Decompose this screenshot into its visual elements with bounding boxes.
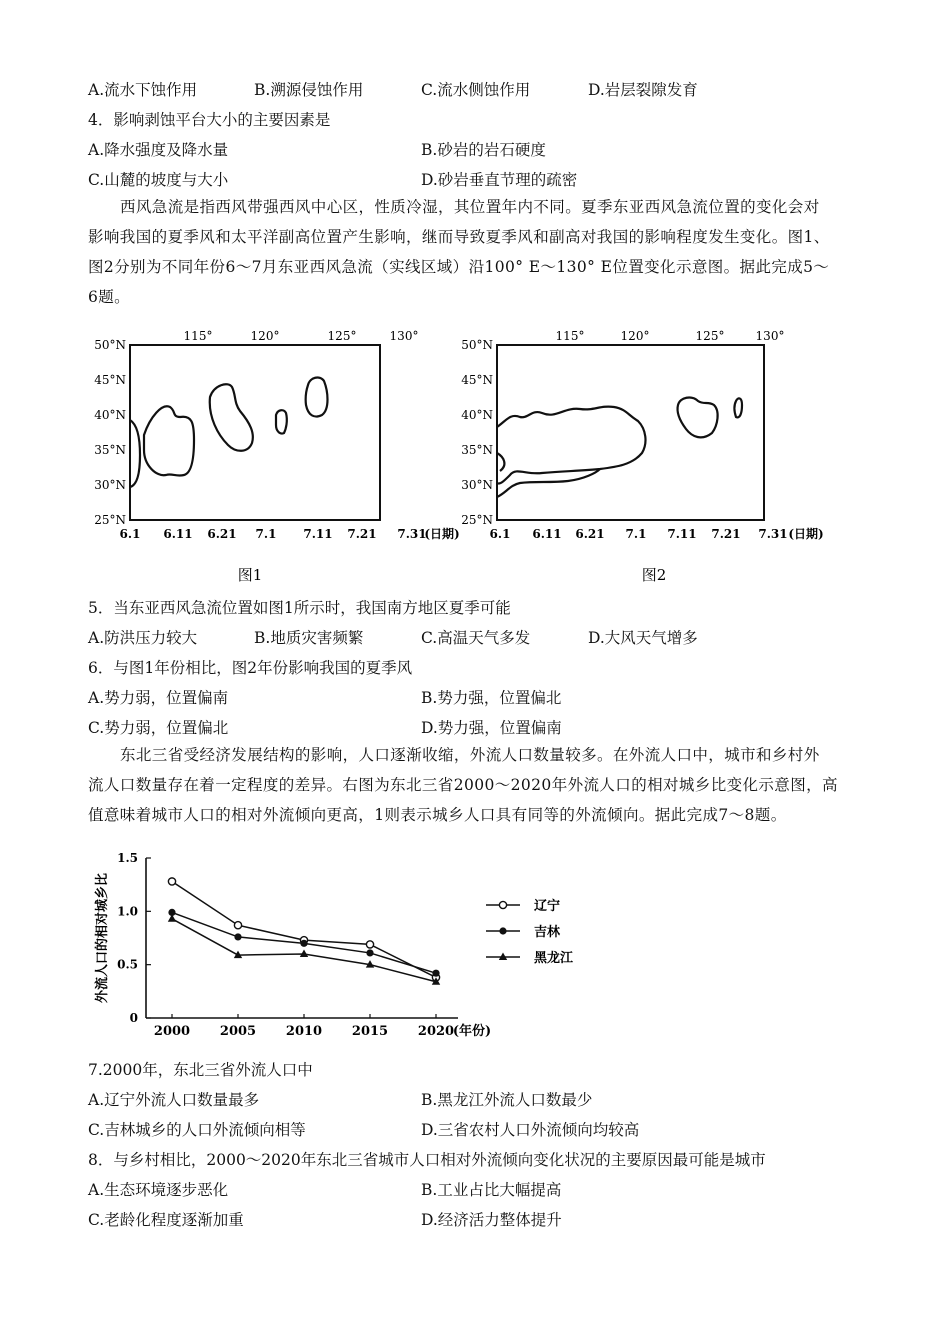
q6-option-c: C.势力弱，位置偏北: [88, 719, 229, 737]
data-point-triangle: [168, 914, 176, 922]
q7-option-d: D.三省农村人口外流倾向均较高: [421, 1121, 640, 1139]
data-point-open-circle: [234, 922, 241, 929]
y-tick-label: 0: [129, 1011, 138, 1025]
chart-legend: [486, 898, 574, 966]
fig2-lon-115: 115°: [555, 329, 585, 343]
data-point-triangle: [300, 950, 308, 958]
fig1-date-6-1: 6.1: [119, 527, 141, 541]
fig2-lon-120: 120°: [620, 329, 650, 343]
q7-stem: 7.2000年，东北三省外流人口中: [88, 1061, 313, 1079]
fig1-contour-b: [144, 406, 194, 475]
figure-1-frame: [130, 345, 380, 520]
q4-option-c: C.山麓的坡度与大小: [88, 171, 229, 189]
q7-option-b: B.黑龙江外流人口数最少: [421, 1091, 593, 1109]
fig1-lon-115: 115°: [183, 329, 213, 343]
passage1-line1: [88, 192, 863, 222]
outflow-ratio-chart: [88, 845, 574, 1045]
q6-option-d: D.势力强，位置偏南: [421, 719, 562, 737]
x-tick-label: 2020: [417, 1024, 455, 1039]
fig2-date-unit: (日期): [788, 527, 824, 541]
q5-stem: 5．当东亚西风急流位置如图1所示时，我国南方地区夏季可能: [88, 599, 511, 617]
q3-option-c: C.流水侧蚀作用: [421, 81, 531, 99]
fig2-lon-125: 125°: [695, 329, 725, 343]
q5-option-d: D.大风天气增多: [588, 629, 698, 647]
fig2-date-6-1: 6.1: [489, 527, 511, 541]
series-2: [168, 914, 440, 984]
q8-option-b: B.工业占比大幅提高: [421, 1181, 562, 1199]
passage1-line4: 6题。: [88, 288, 131, 306]
q3-option-b: B.溯源侵蚀作用: [254, 81, 364, 99]
fig1-date-7-1: 7.1: [255, 527, 277, 541]
data-point-filled-circle: [432, 970, 439, 977]
passage1-line3: 图2分别为不同年份6～7月东亚西风急流（实线区域）沿100° E～130° E位置变化示意图。据此完成5～: [88, 258, 830, 276]
q8-option-c: C.老龄化程度逐渐加重: [88, 1211, 244, 1229]
q6-option-a: A.势力弱，位置偏南: [88, 689, 229, 707]
fig2-lat-25: 25°N: [461, 513, 493, 527]
passage1-line2: 影响我国的夏季风和太平洋副高位置产生影响，继而导致夏季风和副高对我国的影响程度发生变化。图1、: [88, 228, 830, 246]
y-tick-label: 0.5: [117, 957, 138, 972]
fig2-lon-130: 130°: [755, 329, 785, 343]
series-0: [168, 878, 439, 981]
fig2-lat-45: 45°N: [461, 373, 493, 387]
fig2-contour-b: [497, 453, 504, 471]
fig2-contour-a: [497, 407, 645, 484]
fig1-date-unit: (日期): [424, 527, 460, 541]
fig2-date-7-1: 7.1: [625, 527, 647, 541]
fig1-date-6-11: 6.11: [163, 527, 193, 541]
q5-option-b: B.地质灾害频繁: [254, 629, 364, 647]
fig1-lat-25: 25°N: [94, 513, 126, 527]
fig2-lat-50: 50°N: [461, 338, 493, 352]
legend-label: 吉林: [534, 925, 561, 940]
passage2-line2: 流人口数量存在着一定程度的差异。右图为东北三省2000～2020年外流人口的相对城乡比变化示意图，高: [88, 776, 838, 794]
fig1-date-7-21: 7.21: [347, 527, 377, 541]
fig2-date-7-21: 7.21: [711, 527, 741, 541]
q7-option-c: C.吉林城乡的人口外流倾向相等: [88, 1121, 306, 1139]
fig2-lat-35: 35°N: [461, 443, 493, 457]
fig1-lat-30: 30°N: [94, 478, 126, 492]
fig1-jet-contours: [130, 378, 328, 487]
fig2-contour-e: [735, 398, 743, 417]
fig1-date-6-21: 6.21: [207, 527, 237, 541]
q3-option-d: D.岩层裂隙发育: [588, 81, 698, 99]
x-tick-label: 2005: [219, 1024, 257, 1039]
fig2-date-7-11: 7.11: [667, 527, 697, 541]
fig1-lat-45: 45°N: [94, 373, 126, 387]
fig1-lat-35: 35°N: [94, 443, 126, 457]
passage-jet-stream: [88, 192, 863, 312]
q5-option-a: A.防洪压力较大: [88, 629, 198, 647]
figure-2: [461, 329, 823, 584]
x-tick-label: 2010: [285, 1024, 323, 1039]
series-1: [168, 909, 439, 977]
q8-stem: 8．与乡村相比，2000～2020年东北三省城市人口相对外流倾向变化状况的主要原因最可能是城市: [88, 1151, 766, 1169]
chart-series: [168, 878, 440, 985]
fig1-date-7-31: 7.31: [397, 527, 427, 541]
x-tick-label: 2015: [351, 1024, 389, 1039]
data-point-open-circle: [366, 941, 373, 948]
y-tick-label: 1.5: [117, 851, 138, 865]
fig1-date-7-11: 7.11: [303, 527, 333, 541]
fig1-lon-130: 130°: [389, 329, 419, 343]
jet-stream-figures: [80, 325, 850, 584]
fig2-date-7-31: 7.31: [758, 527, 788, 541]
q4-option-a: A.降水强度及降水量: [88, 141, 229, 159]
passage2-text1: 东北三省受经济发展结构的影响，人口逐渐收缩，外流人口数量较多。在外流人口中，城市和乡村外: [120, 746, 820, 764]
figure-2-caption: 图2: [641, 566, 667, 584]
legend-label: 辽宁: [534, 899, 561, 914]
data-point-filled-circle: [499, 927, 506, 934]
data-point-open-circle: [168, 878, 175, 885]
chart-axes: [94, 851, 491, 1039]
fig2-date-6-11: 6.11: [532, 527, 562, 541]
fig1-lat-40: 40°N: [94, 408, 126, 422]
fig2-lat-40: 40°N: [461, 408, 493, 422]
y-axis-label: 外流人口的相对城乡比: [95, 872, 110, 1004]
data-point-filled-circle: [234, 933, 241, 940]
fig2-contour-d: [677, 398, 717, 438]
y-tick-label: 1.0: [117, 904, 138, 919]
fig1-lat-50: 50°N: [94, 338, 126, 352]
fig1-lon-120: 120°: [250, 329, 280, 343]
data-point-open-circle: [499, 901, 506, 908]
q5-option-c: C.高温天气多发: [421, 629, 531, 647]
q6-option-b: B.势力强，位置偏北: [421, 689, 562, 707]
x-axis-label: (年份): [452, 1024, 492, 1039]
fig2-lat-30: 30°N: [461, 478, 493, 492]
fig1-lon-125: 125°: [327, 329, 357, 343]
data-point-filled-circle: [366, 949, 373, 956]
passage2-line3: 值意味着城市人口的相对外流倾向更高，1则表示城乡人口具有同等的外流倾向。据此完成7～8题。: [88, 806, 787, 824]
legend-label: 黑龙江: [534, 951, 574, 966]
figure-1: [94, 329, 459, 584]
figure-1-caption: 图1: [237, 566, 263, 584]
fig1-contour-e: [306, 378, 328, 417]
fig2-date-6-21: 6.21: [575, 527, 605, 541]
q4-option-b: B.砂岩的岩石硬度: [421, 141, 546, 159]
fig1-contour-c: [210, 384, 253, 451]
series-line: [172, 881, 436, 977]
q3-option-a: A.流水下蚀作用: [88, 81, 198, 99]
data-point-filled-circle: [300, 940, 307, 947]
q6-stem: 6．与图1年份相比，图2年份影响我国的夏季风: [88, 659, 413, 677]
fig1-contour-d: [276, 410, 287, 433]
q7-option-a: A.辽宁外流人口数量最多: [88, 1091, 260, 1109]
fig2-jet-contours: [497, 398, 742, 497]
q8-option-d: D.经济活力整体提升: [421, 1211, 562, 1229]
q4-option-d: D.砂岩垂直节理的疏密: [421, 171, 578, 189]
fig1-contour-a: [130, 420, 140, 487]
q8-option-a: A.生态环境逐步恶化: [88, 1181, 229, 1199]
x-tick-label: 2000: [153, 1024, 191, 1039]
passage2-line1: [88, 740, 863, 770]
figure-2-frame: [497, 345, 764, 520]
passage-population: [88, 740, 863, 830]
passage1-text1: 西风急流是指西风带强西风中心区，性质冷湿，其位置年内不同。夏季东亚西风急流位置的变化会对: [120, 198, 820, 216]
q4-stem: 4．影响剥蚀平台大小的主要因素是: [88, 111, 331, 129]
